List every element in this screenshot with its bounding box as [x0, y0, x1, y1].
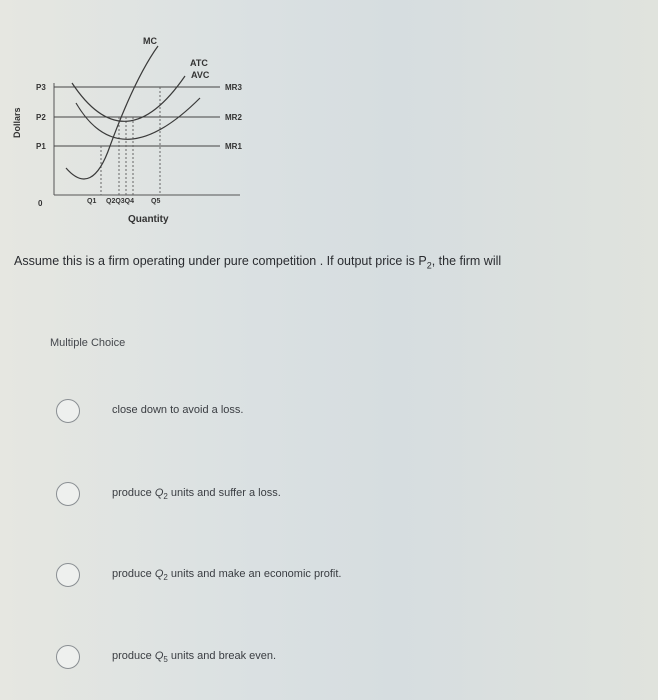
choice-3-before: produce	[112, 568, 155, 580]
cost-curve-graph	[0, 28, 300, 238]
choice-text-3[interactable]	[112, 568, 341, 582]
question-text	[14, 254, 644, 271]
choice-2-after: units and suffer a loss.	[167, 487, 281, 499]
choice-4-sub: 5	[163, 655, 168, 665]
p2-label: P2	[36, 113, 46, 122]
p1-label: P1	[36, 142, 46, 151]
choice-text-4[interactable]	[112, 650, 276, 664]
radio-button-2[interactable]	[56, 482, 80, 506]
choice-4-q: Q	[154, 650, 164, 662]
question-price-sub: 2	[426, 260, 432, 271]
radio-button-1[interactable]	[56, 399, 80, 423]
q2-q4-label: Q2Q3Q4	[106, 198, 135, 205]
choice-2-q: Q	[154, 487, 164, 499]
choice-option-4[interactable]	[56, 645, 576, 673]
choice-2-before: produce	[112, 487, 155, 499]
mc-label: MC	[143, 36, 157, 46]
choice-3-sub: 2	[163, 573, 168, 583]
choice-4-before: produce	[112, 650, 155, 662]
choice-option-3[interactable]	[56, 563, 576, 591]
y-axis-title: Dollars	[12, 107, 22, 138]
mr2-label: MR2	[225, 113, 242, 122]
q5-label: Q5	[151, 198, 161, 205]
multiple-choice-label: Multiple Choice	[50, 337, 126, 349]
choice-3-q: Q	[154, 568, 164, 580]
p3-label: P3	[36, 83, 46, 92]
choice-text-2[interactable]	[112, 487, 281, 501]
choice-1-text: close down to avoid a loss.	[112, 404, 244, 416]
origin-label: 0	[38, 199, 43, 208]
choice-3-after: units and make an economic profit.	[167, 568, 342, 580]
choice-text-1[interactable]	[112, 404, 243, 416]
choice-4-after: units and break even.	[167, 650, 277, 662]
question-part-1: Assume this is a firm operating under pure competition . If output price is	[14, 254, 419, 268]
avc-label: AVC	[191, 70, 210, 80]
q1-label: Q1	[87, 198, 97, 205]
choice-2-sub: 2	[163, 492, 168, 502]
radio-button-3[interactable]	[56, 563, 80, 587]
mr1-label: MR1	[225, 142, 242, 151]
choice-option-1[interactable]	[56, 399, 576, 427]
question-price-symbol: P	[418, 254, 427, 268]
choice-option-2[interactable]	[56, 482, 576, 510]
mc-curve	[66, 46, 158, 179]
x-axis-title: Quantity	[128, 214, 169, 225]
mr3-label: MR3	[225, 83, 242, 92]
atc-label: ATC	[190, 58, 208, 68]
radio-button-4[interactable]	[56, 645, 80, 669]
question-part-2: , the firm will	[431, 254, 502, 268]
